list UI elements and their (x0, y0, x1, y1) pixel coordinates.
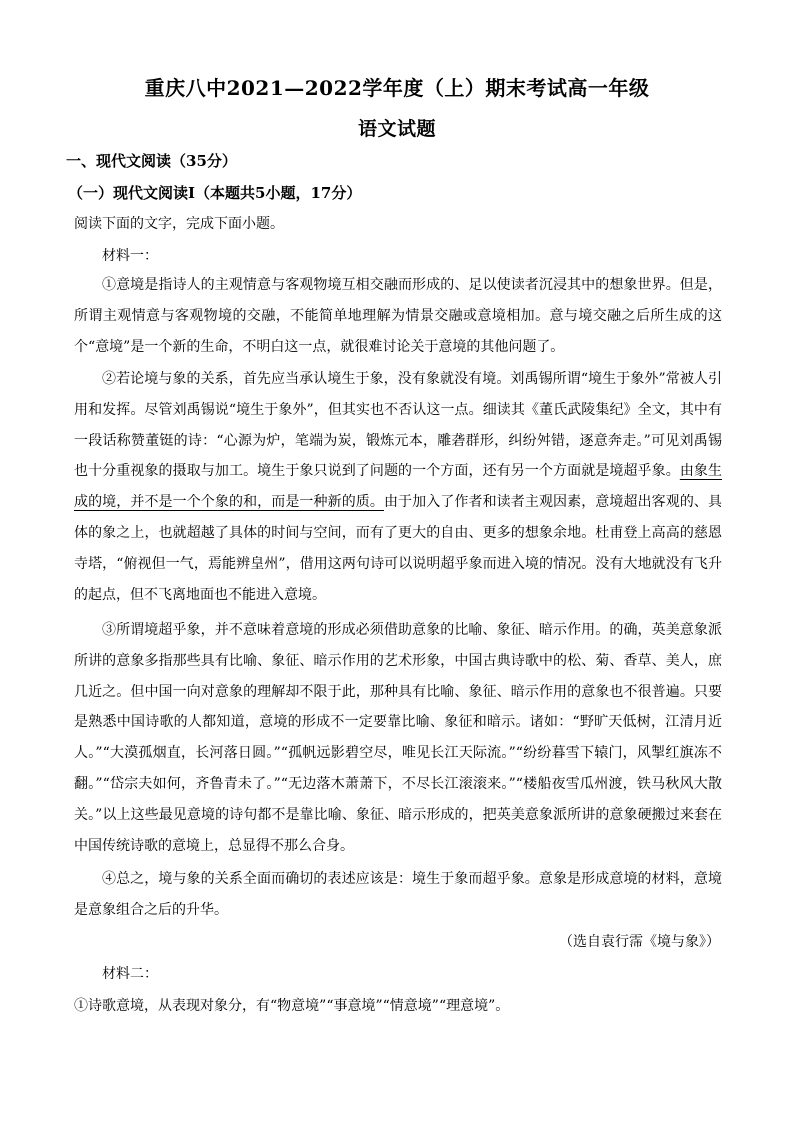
material1-paragraph-1: ①意境是指诗人的主观情意与客观物境互相交融而形成的、足以使读者沉浸其中的想象世界。但是，所谓主观情意与客观物境的交融，不能简单地理解为情景交融或意境相加。意与境交融之后所生成的这个“意境”是一个新的生命，不明白这一点，就很难讨论关于意境的其他问题了。 (74, 277, 722, 355)
subsection-heading: （一）现代文阅读Ⅰ（本题共5小题，17分） (68, 184, 362, 202)
material2-label: 材料二： (102, 966, 158, 982)
underlined-sentence: 由象生成的境，并不是一个个象的和，而是一种新的质。 (74, 463, 723, 511)
exam-subtitle: 语文试题 (357, 118, 436, 140)
section-heading: 一、现代文阅读（35分） (66, 152, 237, 170)
material2-paragraph-1: ①诗歌意境，从表现对象分，有“物意境”“事意境”“情意境”“理意境”。 (74, 998, 510, 1014)
material1-label: 材料一： (102, 248, 158, 264)
material1-paragraph-4: ④总之，境与象的关系全面而确切的表述应该是：境生于象而超乎象。意象是形成意境的材料，意境是意象组合之后的升华。 (74, 871, 722, 918)
material1-source: （选自袁行霈《境与象》） (559, 934, 720, 950)
exam-title: 重庆八中2021—2022学年度（上）期末考试高一年级 (144, 76, 650, 100)
paragraph-2-text-b: 由于加入了作者和读者主观因素，意境超出客观的、具体的象之上，也就超越了具体的时间与空间，而有了更大的自由、更多的想象余地。杜甫登上高高的慈恩寺塔，“俯视但一气，焉能辨皇州”，借用这两句诗可以说明超乎象而进入境的情况。没有大地就没有飞升的起点，但不飞离地面也不能进入意境。 (74, 494, 723, 603)
material1-paragraph-2 (74, 364, 722, 610)
paragraph-2-text-a: ②若论境与象的关系，首先应当承认境生于象，没有象就没有境。刘禹锡所谓“境生于象外”常被人引用和发挥。尽管刘禹锡说“境生于象外”，但其实也不否认这一点。细读其《董氏武陵集纪》全文，其中有一段话称赞董铤的诗：“心源为炉，笔端为炭，锻炼元本，雕砻群形，纠纷舛错，逐意奔走。”可见刘禹锡也十分重视象的摄取与加工。境生于象只说到了问题的一个方面，还有另一个方面就是境超乎象。 (74, 371, 722, 480)
material1-paragraph-3: ③所谓境超乎象，并不意味着意境的形成必须借助意象的比喻、象征、暗示作用。的确，英美意象派所讲的意象多指那些具有比喻、象征、暗示作用的艺术形象，中国古典诗歌中的松、菊、香草、美人，庶几近之。但中国一向对意象的理解却不限于此，那种具有比喻、象征、暗示作用的意象也不很普遍。只要是熟悉中国诗歌的人都知道，意境的形成不一定要靠比喻、象征和暗示。诸如：“野旷天低树，江清月近人。”“大漠孤烟直，长河落日圆。”“孤帆远影碧空尽，唯见长江天际流。”“纷纷暮雪下辕门，风掣红旗冻不翻。”“岱宗夫如何，齐鲁青未了。”“无边落木萧萧下，不尽长江滚滚来。”“楼船夜雪瓜州渡，铁马秋风大散关。”以上这些最见意境的诗句都不是靠比喻、象征、暗示形成的，把英美意象派所讲的意象硬搬过来套在中国传统诗歌的意境上，总显得不那么合身。 (74, 622, 722, 854)
reading-instruction: 阅读下面的文字，完成下面小题。 (74, 216, 284, 232)
